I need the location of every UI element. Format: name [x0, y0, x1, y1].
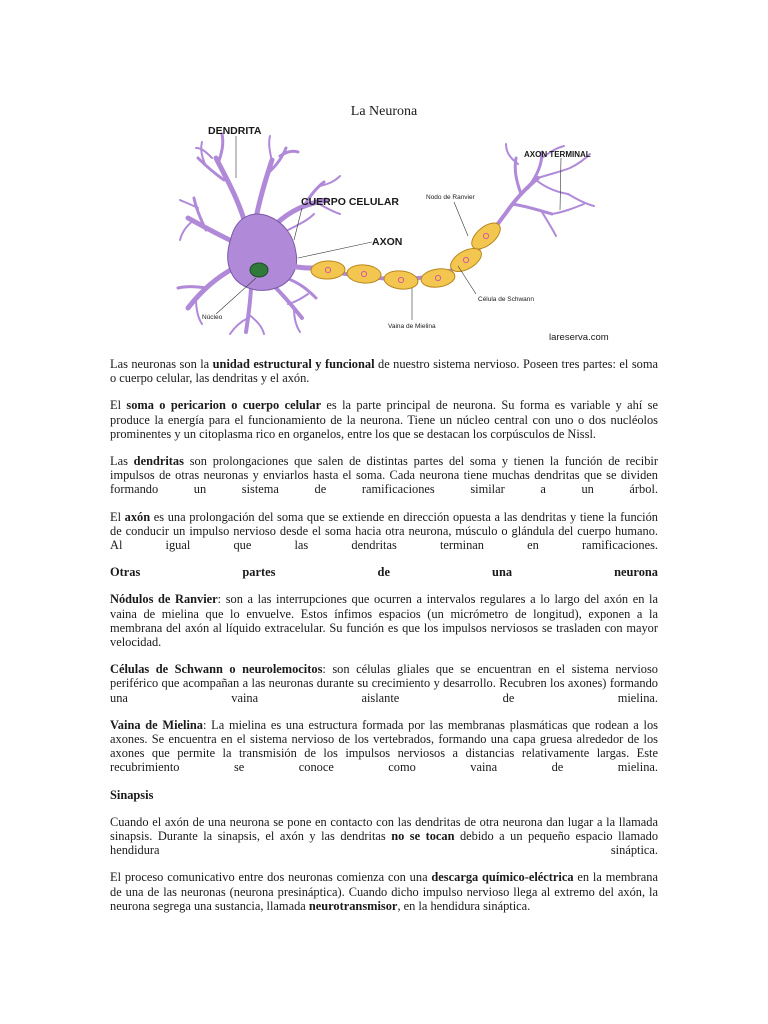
dendrite-branch: [288, 294, 308, 304]
paragraph-sinapsis: Cuando el axón de una neurona se pone en contacto con las dendritas de otra neurona dan lugar a la llamada sinapsis. Durante la sinapsis, el axón y las dendritas no se tocan debido a un pequeño espacio llamado hendidura sináptica.: [110, 814, 659, 858]
heading-otras-partes: Otras partes de una neurona: [110, 565, 658, 580]
label-axon: AXON: [372, 236, 403, 248]
axon-terminal-branch: [538, 168, 570, 178]
label-nodo-ranvier: Nodo de Ranvier: [426, 194, 475, 201]
dendrite-branch: [188, 218, 236, 243]
dendrite-branch: [216, 158, 246, 226]
schwann-cell-segment: [311, 260, 346, 279]
schwann-cell-segment: [346, 264, 381, 284]
label-cuerpo-celular: CUERPO CELULAR: [301, 196, 400, 208]
paragraph-axon: El axón es una prolongación del soma que se extiende en dirección opuesta a las dendritas y tiene la función de conducir un impulso nervioso desde el soma hacia otra neurona, músculo o glándula del cuerpo humano. Al igual que las dendritas terminan en ramificaciones.: [110, 509, 659, 553]
label-axon-terminal: AXON TERMINAL: [524, 150, 591, 159]
dendrite-branch: [218, 134, 223, 164]
dendrite-branch: [288, 214, 314, 230]
dendrite-branch: [246, 288, 251, 332]
nucleus-shape: [250, 263, 268, 277]
dendrite-branch: [274, 286, 302, 318]
document-body: [110, 357, 658, 926]
axon-terminal-branch: [542, 212, 556, 236]
paragraph-soma: El soma o pericarion o cuerpo celular es la parte principal de neurona. Su forma es variable y ahí se produce la energía para el funcionamiento de la neurona. Tiene un núcleo central con uno o dos nucléolos prominentes y un citoplasma rico en organelos, entre los que se destacan los corpúsculos de Nissl.: [110, 398, 658, 441]
label-dendrita: DENDRITA: [208, 125, 262, 137]
image-source-credit: lareserva.com: [549, 332, 609, 343]
dendrite-branch: [196, 148, 212, 158]
paragraph-ranvier: Nódulos de Ranvier: son a las interrupciones que ocurren a intervalos regulares a lo largo del axón en la vaina de mielina que lo envuelve. Estos ínfimos espacios (un micrómetro de longitud), exponen a la membrana del axón al líquido extracelular. Su función es que los impulsos nerviosos se trasladen con mayor velocidad.: [110, 592, 658, 650]
dendrite-branch: [269, 136, 272, 162]
neuron-body: [178, 134, 340, 334]
paragraph-intro: Las neuronas son la unidad estructural y funcional de nuestro sistema nervioso. Poseen tres partes: el soma o cuerpo celular, las dendritas y el axón.: [110, 357, 658, 386]
neuron-diagram: [176, 118, 609, 348]
paragraph-comunicacion: El proceso comunicativo entre dos neuronas comienza con una descarga químico-eléctrica en la membrana de una de las neuronas (neurona presináptica). Cuando dicho impulso nervioso llega al extremo del axón, la neurona segrega una sustancia, llamada neurotransmisor, en la hendidura sináptica.: [110, 870, 658, 913]
paragraph-dendritas: Las dendritas son prolongaciones que salen de distintas partes del soma y tienen la función de recibir impulsos de otras neuronas y enviarlos hasta el soma. Cada neurona tiene muchas dendritas que se dividen formando un sistema de ramificaciones similar a un árbol.: [110, 454, 658, 497]
label-nucleo: Núcleo: [202, 314, 223, 321]
schwann-cell-segment: [383, 269, 419, 290]
label-vaina-mielina: Vaina de Mielina: [388, 323, 436, 330]
axon-terminal-branch: [512, 204, 552, 214]
paragraph-mielina: Vaina de Mielina: La mielina es una estructura formada por las membranas plasmáticas que rodean a los axones. Se encuentra en el sistema nervioso de los vertebrados, formando una capa gruesa alrededor de los axones que permite la transmisión de los impulsos nerviosos a distancias relativamente largas. Este recubrimiento se conoce como vaina de mielina.: [110, 717, 658, 775]
dendrite-branch: [286, 278, 316, 298]
label-celula-schwann: Célula de Schwann: [478, 296, 535, 303]
document-title: La Neurona: [350, 104, 418, 119]
cell-body-shape: [228, 214, 297, 290]
dendrite-branch: [178, 287, 206, 289]
myelin-sheath: [311, 213, 506, 291]
heading-sinapsis: Sinapsis: [110, 787, 154, 802]
dendrite-branch: [248, 314, 264, 334]
axon-terminal-branch: [552, 204, 584, 214]
dendrite-branch: [256, 160, 272, 218]
axon-terminal-branch: [536, 180, 568, 194]
paragraph-schwann: Células de Schwann o neurolemocitos: son células gliales que se encuentran en el sistema nervioso periférico que acompañan a las neuronas durante su crecimiento y desarrollo. Recubren los axones) formando una vaina aislante de mielina.: [110, 662, 658, 705]
